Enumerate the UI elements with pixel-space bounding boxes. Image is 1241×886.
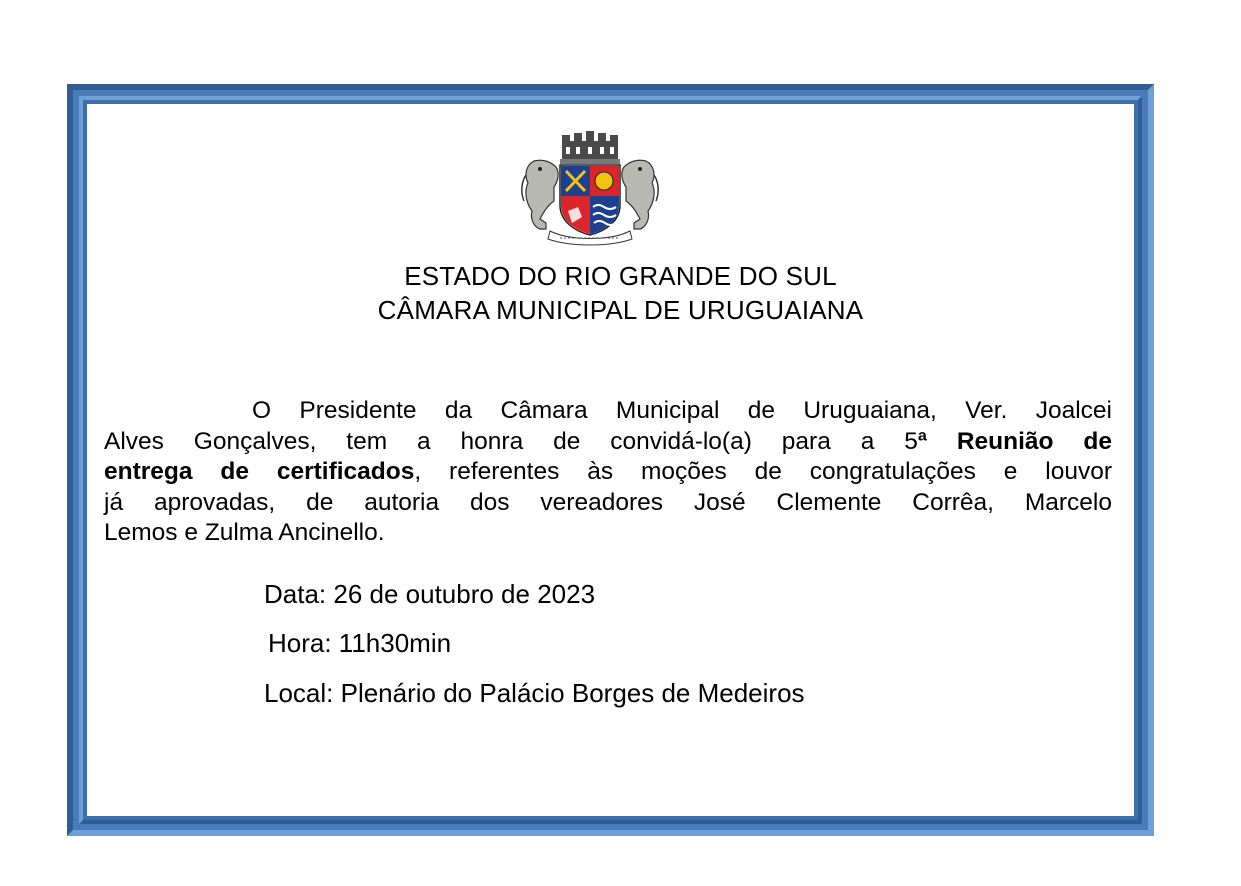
invitation-line <box>104 427 1112 458</box>
invitation-line <box>104 488 1112 519</box>
invitation-line-1: O Presidente da Câmara Municipal de Uruguaiana, Ver. Joalcei <box>252 397 1112 424</box>
invitation-line <box>104 457 1112 488</box>
event-date: Data: 26 de outubro de 2023 <box>264 579 596 609</box>
mural-crown-icon <box>560 131 620 164</box>
invitation-line-4: já aprovadas, de autoria dos vereadores José Clemente Corrêa, Marcelo <box>104 488 1112 516</box>
invitation-line-2-text: Alves Gonçalves, tem a honra de convidá-lo(a) para a 5 <box>104 427 918 455</box>
invitation-line <box>104 518 1112 549</box>
shield-icon <box>560 165 620 235</box>
event-time: Hora: 11h30min <box>268 628 452 658</box>
invitation-paragraph <box>104 396 1112 549</box>
chamber-heading: CÂMARA MUNICIPAL DE URUGUAIANA <box>377 295 864 325</box>
right-lion-icon <box>622 160 658 229</box>
left-lion-icon <box>522 160 558 229</box>
event-name-bold-end: entrega de certificados <box>104 458 415 485</box>
municipal-coat-of-arms-icon <box>520 131 660 247</box>
event-location: Local: Plenário do Palácio Borges de Medeiros <box>264 678 805 708</box>
state-heading: ESTADO DO RIO GRANDE DO SUL <box>404 261 837 291</box>
invitation-line-5: Lemos e Zulma Ancinello. <box>104 519 385 546</box>
invitation-line <box>104 396 1112 427</box>
invitation-line-3-text: , referentes às moções de congratulações e louvor <box>414 458 1112 485</box>
event-name-bold-start: ª Reunião de <box>917 427 1112 455</box>
